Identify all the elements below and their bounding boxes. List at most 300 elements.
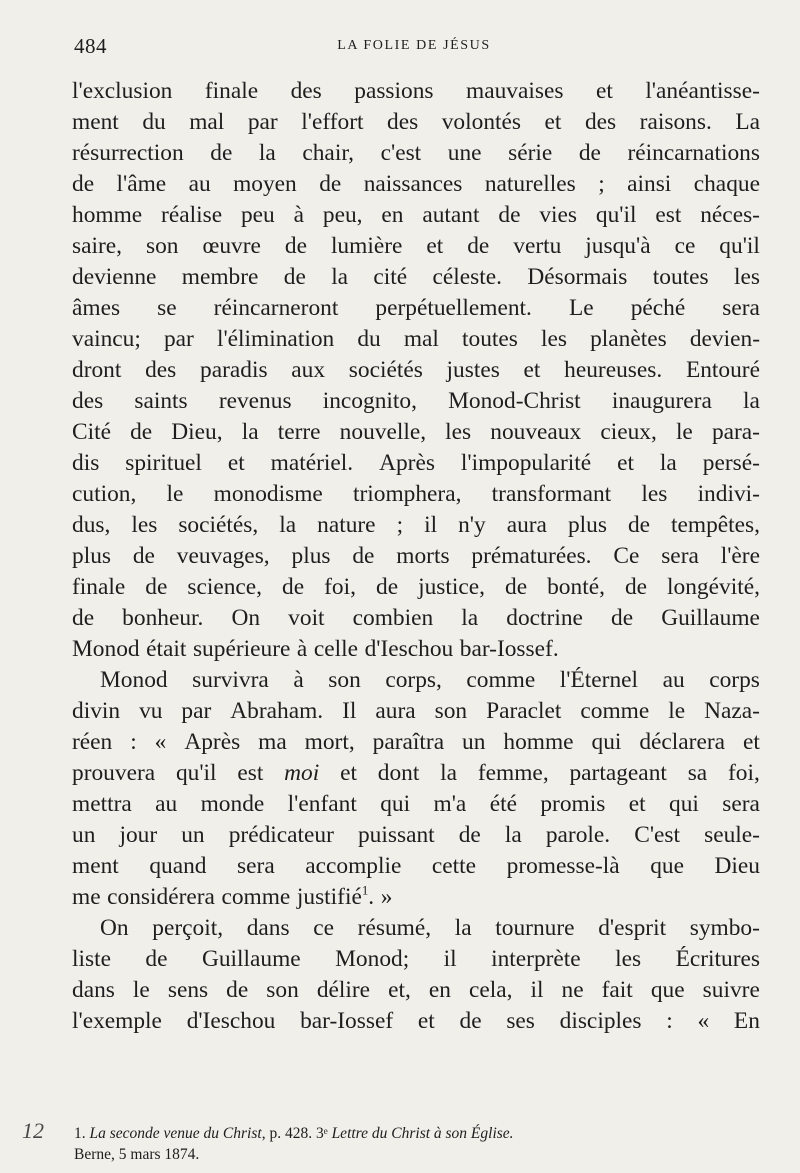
word: matériel.: [270, 450, 354, 476]
word: revenus: [218, 388, 292, 414]
text-line: [72, 293, 760, 324]
word: survivra: [192, 667, 269, 693]
word: quand: [149, 853, 207, 879]
word: jour: [119, 822, 158, 848]
word: autant: [422, 202, 480, 228]
word: d'Ieschou: [186, 1008, 276, 1034]
word: son: [266, 977, 299, 1003]
word: prédicateur: [228, 822, 334, 848]
word: persé-: [702, 450, 760, 476]
body-text: [72, 76, 760, 1037]
word: l'enfant: [287, 791, 357, 817]
word: suivre: [702, 977, 760, 1003]
word: ;: [396, 512, 404, 538]
word: de: [284, 233, 307, 259]
word: la: [279, 512, 297, 538]
word: transformant: [491, 481, 612, 507]
word: est: [655, 202, 682, 228]
word: Dieu,: [171, 419, 223, 445]
word: cela,: [468, 977, 513, 1003]
word: Monod;: [335, 946, 410, 972]
word: Après: [184, 729, 241, 755]
word: de: [611, 605, 634, 631]
word: devien-: [689, 326, 760, 352]
word: promis: [540, 791, 606, 817]
word: la: [504, 822, 522, 848]
word: ses: [506, 1008, 535, 1034]
word: l'élimination: [216, 326, 335, 352]
text-line: [72, 262, 760, 293]
word: à: [293, 667, 304, 693]
word: plus: [291, 543, 331, 569]
word: homme: [503, 729, 574, 755]
word: et: [742, 729, 760, 755]
text-line: [72, 758, 760, 789]
word: perçoit,: [152, 915, 224, 941]
word: la: [454, 915, 472, 941]
word: des: [72, 388, 104, 414]
word: disciples: [559, 1008, 642, 1034]
word: science,: [187, 574, 263, 600]
word: paraîtra: [372, 729, 445, 755]
word: fait: [601, 977, 633, 1003]
text-line: [72, 882, 760, 913]
word: au: [155, 791, 178, 817]
word: aura: [506, 512, 547, 538]
word: de: [352, 543, 375, 569]
text-line: [72, 448, 760, 479]
word: de: [145, 946, 168, 972]
word: l'exclusion: [72, 78, 173, 104]
word: à: [296, 636, 308, 662]
word: ment: [72, 109, 119, 135]
word: chaque: [693, 171, 760, 197]
word: et: [523, 357, 541, 383]
word: symbo-: [689, 915, 760, 941]
word: saire,: [72, 233, 123, 259]
text-line: [72, 76, 760, 107]
word: lumière: [330, 233, 403, 259]
word: mal: [403, 326, 439, 352]
word: cité: [373, 264, 408, 290]
word: Abraham.: [230, 698, 324, 724]
word: monodisme: [213, 481, 323, 507]
word: de: [505, 574, 528, 600]
text-line: [72, 975, 760, 1006]
word: vu: [139, 698, 163, 724]
word: Ce: [613, 543, 640, 569]
word: de: [627, 512, 651, 538]
word: chair,: [302, 140, 355, 166]
word: que: [650, 977, 685, 1003]
text-line: [72, 200, 760, 231]
word: bonheur.: [122, 605, 204, 631]
word: Entouré: [685, 357, 760, 383]
word: qu'il: [175, 760, 217, 786]
word: heureuses.: [564, 357, 663, 383]
word: passions: [354, 78, 434, 104]
word: et,: [388, 977, 411, 1003]
word: de: [132, 543, 155, 569]
word: âmes: [72, 295, 121, 321]
word: vertu: [513, 233, 562, 259]
word: d'Ieschou: [364, 636, 454, 662]
word: volontés: [441, 109, 521, 135]
word: Monod: [72, 636, 140, 662]
word: de: [578, 140, 601, 166]
word: mettra: [72, 791, 132, 817]
word: cution,: [72, 481, 137, 507]
word: néces-: [700, 202, 760, 228]
word: tempêtes,: [671, 512, 760, 538]
word: sera: [722, 791, 760, 817]
handwritten-margin-note: 12: [22, 1118, 44, 1143]
word: il: [424, 512, 438, 538]
word: de: [72, 605, 95, 631]
word: la: [258, 140, 276, 166]
word: au: [662, 667, 685, 693]
word: délire: [316, 977, 371, 1003]
word: On: [231, 605, 261, 631]
word: accomplie: [305, 853, 402, 879]
word: dis: [72, 450, 100, 476]
text-line: [72, 696, 760, 727]
word: un: [72, 822, 96, 848]
word: saints: [134, 388, 188, 414]
word: monde: [200, 791, 265, 817]
word: par: [181, 698, 212, 724]
word: me: [72, 884, 101, 910]
word: vies: [539, 202, 578, 228]
word: combien: [352, 605, 434, 631]
word: mort,: [304, 729, 355, 755]
word: planètes: [590, 326, 667, 352]
word: du: [142, 109, 166, 135]
word: l'Éternel: [559, 667, 639, 693]
word: plus: [567, 512, 607, 538]
word: céleste.: [432, 264, 503, 290]
word: jusqu'à: [585, 233, 651, 259]
word: n'y: [458, 512, 486, 538]
word: des: [145, 357, 177, 383]
text-line: [72, 355, 760, 386]
word: Naza-: [704, 698, 760, 724]
text-line: [72, 1006, 760, 1037]
word: qui: [591, 729, 622, 755]
word: en: [428, 977, 451, 1003]
word: d'esprit: [598, 915, 667, 941]
word: raisons.: [639, 109, 712, 135]
word: m'a: [433, 791, 467, 817]
word: ma: [258, 729, 287, 755]
text-line: [72, 479, 760, 510]
word: justifié$^1$.: [296, 883, 375, 910]
word: de: [210, 140, 233, 166]
word: finale: [204, 78, 259, 104]
word: foi,: [324, 574, 356, 600]
word: et: [426, 233, 444, 259]
word: les: [615, 946, 642, 972]
word: sociétés,: [178, 512, 259, 538]
word: »: [380, 884, 393, 910]
word: liste: [72, 946, 111, 972]
text-line: [72, 851, 760, 882]
word: divin: [72, 698, 121, 724]
word: se: [157, 295, 177, 321]
word: et: [417, 1008, 435, 1034]
word: de: [283, 264, 306, 290]
text-line: [72, 231, 760, 262]
word: ment: [72, 853, 119, 879]
word: et: [595, 78, 613, 104]
word: seule-: [704, 822, 760, 848]
word: de: [624, 574, 648, 600]
word: de: [72, 171, 95, 197]
word: de: [459, 1008, 482, 1034]
word: tournure: [495, 915, 575, 941]
word: sa: [687, 760, 708, 786]
word: peu: [240, 202, 275, 228]
word: incognito,: [322, 388, 417, 414]
word: ainsi: [627, 171, 672, 197]
word: la: [659, 450, 677, 476]
word: qu'il: [719, 233, 760, 259]
word: paradis: [200, 357, 268, 383]
word: que: [650, 853, 684, 879]
word: réincarneront: [213, 295, 339, 321]
word: Désormais: [527, 264, 628, 290]
word: La: [735, 109, 760, 135]
word: Guillaume: [201, 946, 301, 972]
text-line: [72, 386, 760, 417]
word: nouveaux: [490, 419, 582, 445]
word: bonté,: [547, 574, 605, 600]
word: puissant: [357, 822, 435, 848]
word: prématurées.: [471, 543, 592, 569]
word: de: [498, 202, 521, 228]
footnotes: [74, 1123, 764, 1165]
word: de: [376, 574, 399, 600]
footnote-1: 1. La seconde venue du Christ, p. 428. 3ᵉ Lettre du Christ à son Église.: [74, 1125, 514, 1142]
word: On: [100, 915, 129, 941]
word: il: [530, 977, 544, 1003]
word: sens: [167, 977, 209, 1003]
text-line: [72, 107, 760, 138]
text-line: [72, 324, 760, 355]
word: série: [508, 140, 553, 166]
word: l'âme: [116, 171, 167, 197]
word: :: [130, 729, 137, 755]
word: son: [434, 698, 468, 724]
word: sera: [722, 295, 760, 321]
word: promesse-là: [506, 853, 620, 879]
word: un: [181, 822, 205, 848]
word: naturelles: [484, 171, 576, 197]
word: et: [628, 791, 646, 817]
word: comme: [580, 698, 650, 724]
word: bar-Iossef.: [459, 636, 559, 662]
text-line: [72, 417, 760, 448]
word: «: [154, 729, 167, 755]
word: des: [584, 109, 617, 135]
word: toutes: [462, 326, 518, 352]
word: dus,: [72, 512, 111, 538]
word: le: [166, 481, 184, 507]
word: ce: [674, 233, 696, 259]
word: perpétuellement.: [375, 295, 532, 321]
word: de: [467, 233, 490, 259]
word: et: [340, 760, 357, 786]
word: une: [447, 140, 482, 166]
word: ;: [598, 171, 605, 197]
word: aura: [375, 698, 416, 724]
word: dont: [377, 760, 420, 786]
word: été: [489, 791, 517, 817]
footnote-1-continuation: Berne, 5 mars 1874.: [74, 1146, 200, 1163]
word: est: [237, 760, 264, 786]
word: nature: [317, 512, 376, 538]
word: peu,: [322, 202, 363, 228]
word: longévité,: [667, 574, 760, 600]
word: ne: [561, 977, 584, 1003]
word: terre: [277, 419, 321, 445]
word: para-: [711, 419, 760, 445]
word: qu'il: [595, 202, 637, 228]
word: C'est: [634, 822, 681, 848]
word: En: [733, 1008, 760, 1034]
word: corps: [709, 667, 760, 693]
word: Guillaume: [661, 605, 760, 631]
word: était: [146, 636, 187, 662]
word: au: [188, 171, 211, 197]
word: ce: [313, 915, 335, 941]
word: naissances: [363, 171, 463, 197]
word: sera: [661, 543, 699, 569]
text-line: [72, 727, 760, 758]
word: qui: [380, 791, 411, 817]
word: femme,: [477, 760, 549, 786]
word: son: [145, 233, 179, 259]
word: qui: [669, 791, 699, 817]
word: mal: [189, 109, 225, 135]
word: partageant: [569, 760, 667, 786]
word: indivi-: [697, 481, 760, 507]
word: de: [458, 822, 481, 848]
text-line: [72, 665, 760, 696]
word: dans: [72, 977, 115, 1003]
word: moyen: [233, 171, 297, 197]
word: Cité: [72, 419, 111, 445]
word: l'impopularité: [460, 450, 592, 476]
word: Il: [342, 698, 357, 724]
word: mauvaises: [466, 78, 564, 104]
word: Dieu: [714, 853, 760, 879]
word: par: [247, 109, 278, 135]
text-line: [72, 541, 760, 572]
word: de: [282, 574, 305, 600]
word: cette: [431, 853, 477, 879]
word: les: [445, 419, 472, 445]
text-line: [72, 510, 760, 541]
word: devienne: [72, 264, 157, 290]
text-line: [72, 169, 760, 200]
word: Après: [379, 450, 435, 476]
word: un: [462, 729, 486, 755]
word: foi,: [728, 760, 760, 786]
word: parole.: [545, 822, 611, 848]
word: l'effort: [301, 109, 364, 135]
text-line: [72, 913, 760, 944]
word: en: [381, 202, 404, 228]
word: interprète: [491, 946, 581, 972]
word: il: [443, 946, 457, 972]
word: triomphera,: [352, 481, 462, 507]
word: membre: [181, 264, 259, 290]
word: du: [357, 326, 381, 352]
word: réincarnations: [627, 140, 760, 166]
word: finale: [72, 574, 126, 600]
word: nouvelle,: [339, 419, 427, 445]
word: Monod: [100, 667, 168, 693]
word: vaincu;: [72, 326, 141, 352]
word: plus: [72, 543, 111, 569]
word: comme: [221, 884, 291, 910]
word: c'est: [380, 140, 422, 166]
word: voit: [288, 605, 325, 631]
word: homme: [72, 202, 143, 228]
word: à: [293, 202, 305, 228]
word: et: [544, 109, 562, 135]
word: doctrine: [506, 605, 583, 631]
word: cieux,: [600, 419, 657, 445]
word: sera: [237, 853, 275, 879]
word: inaugurera: [611, 388, 712, 414]
word: de: [226, 977, 249, 1003]
word: Monod-Christ: [448, 388, 581, 414]
word: les: [131, 512, 158, 538]
word: réen: [72, 729, 113, 755]
word: prouvera: [72, 760, 156, 786]
word: œuvre: [202, 233, 261, 259]
word: les: [733, 264, 760, 290]
word: les: [541, 326, 567, 352]
word: morts: [396, 543, 450, 569]
text-line: [72, 603, 760, 634]
word: sociétés: [348, 357, 423, 383]
word: la: [331, 264, 349, 290]
word: moi: [284, 760, 320, 786]
word: le: [668, 698, 686, 724]
word: supérieure: [192, 636, 291, 662]
word: la: [743, 388, 760, 414]
word: péché: [630, 295, 686, 321]
word: justice,: [418, 574, 485, 600]
word: l'anéantisse-: [645, 78, 760, 104]
text-line: [72, 572, 760, 603]
word: dans: [246, 915, 290, 941]
word: son: [328, 667, 361, 693]
text-line: [72, 634, 760, 665]
word: «: [697, 1008, 710, 1034]
word: Paraclet: [486, 698, 562, 724]
word: Le: [568, 295, 594, 321]
word: la: [241, 419, 259, 445]
word: des: [387, 109, 419, 135]
text-line: [72, 789, 760, 820]
word: de: [130, 419, 153, 445]
word: le: [132, 977, 150, 1003]
text-line: [72, 820, 760, 851]
